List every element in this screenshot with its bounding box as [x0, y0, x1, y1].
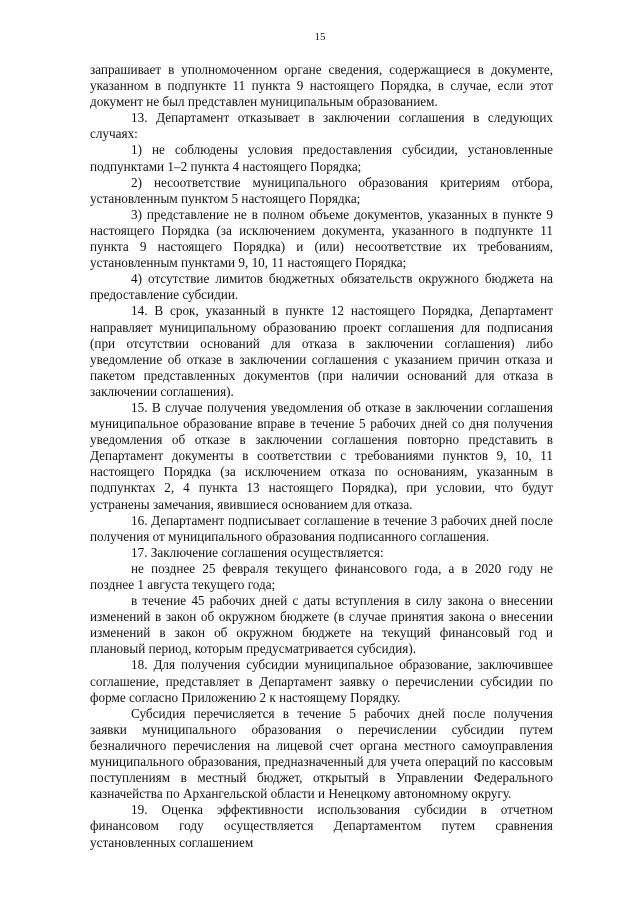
paragraph-13: 13. Департамент отказывает в заключении соглашения в следующих случаях: [90, 110, 553, 142]
document-body [90, 62, 553, 851]
paragraph-19: 19. Оценка эффективности использования субсидии в отчетном финансовом году осуществляется Департаментом путем сравнения установленных соглашением [90, 802, 553, 850]
paragraph-17: 17. Заключение соглашения осуществляется: [131, 544, 384, 560]
paragraph-16: 16. Департамент подписывает соглашение в течение 3 рабочих дней после получения от муниципального образования подписанного соглашения. [90, 512, 553, 544]
paragraph-continuation: запрашивает в уполномоченном органе сведения, содержащиеся в документе, указанном в подпункте 11 пункта 9 настоящего Порядка, в случае, если этот документ не был представлен муниципальным образованием. [90, 62, 553, 110]
paragraph-14: 14. В срок, указанный в пункте 12 настоящего Порядка, Департамент направляет муниципальному образованию проект соглашения для подписания (при отсутствии оснований для отказа в заключении соглашения) либо уведомление об отказе в заключении соглашения с указанием причин отказа и пакетом представленных документов (при наличии оснований для отказа в заключении соглашения). [90, 303, 553, 399]
paragraph-13-item-4: 4) отсутствие лимитов бюджетных обязательств окружного бюджета на предоставление субсидии. [90, 271, 553, 303]
paragraph-13-item-1: 1) не соблюдены условия предоставления субсидии, установленные подпунктами 1–2 пункта 4 настоящего Порядка; [90, 142, 553, 174]
page-number: 15 [314, 31, 326, 43]
paragraph-13-item-3: 3) представление не в полном объеме документов, указанных в пункте 9 настоящего Порядка (за исключением документа, указанного в подпункте 11 пункта 9 настоящего Порядка) и (или) несоответствие их требованиям, установленным пунктами 9, 10, 11 настоящего Порядка; [90, 206, 553, 271]
paragraph-17-item-1: не позднее 25 февраля текущего финансового года, а в 2020 году не позднее 1 августа текущего года; [90, 560, 553, 592]
paragraph-18-subsidy-transfer: Субсидия перечисляется в течение 5 рабочих дней после получения заявки муниципального образования о перечислении субсидии путем безналичного перечисления на лицевой счет органа местного самоуправления муниципального образования, предназначенный для учета операций по кассовым поступлениям в местный бюджет, открытый в Управлении Федерального казначейства по Архангельской области и Ненецкому автономному округу. [90, 705, 553, 802]
paragraph-13-item-2: 2) несоответствие муниципального образования критериям отбора, установленным пунктом 5 настоящего Порядка; [90, 174, 553, 206]
paragraph-17-item-2: в течение 45 рабочих дней с даты вступления в силу закона о внесении изменений в закон об окружном бюджете (в случае принятия закона о внесении изменений в закон об окружном бюджете на текущий финансовый год и плановый период, которым предусматривается субсидия). [90, 593, 553, 657]
paragraph-15: 15. В случае получения уведомления об отказе в заключении соглашения муниципальное образование вправе в течение 5 рабочих дней со дня получения уведомления об отказе в заключении соглашения повторно представить в Департамент документы в соответствии с требованиями пунктов 9, 10, 11 настоящего Порядка (за исключением отказа по основаниям, указанным в подпунктах 2, 4 пункта 13 настоящего Порядка), при условии, что будут устранены замечания, явившиеся основанием для отказа. [90, 399, 553, 512]
paragraph-18: 18. Для получения субсидии муниципальное образование, заключившее соглашение, представляет в Департамент заявку о перечислении субсидии по форме согласно Приложению 2 к настоящему Порядку. [90, 657, 553, 705]
